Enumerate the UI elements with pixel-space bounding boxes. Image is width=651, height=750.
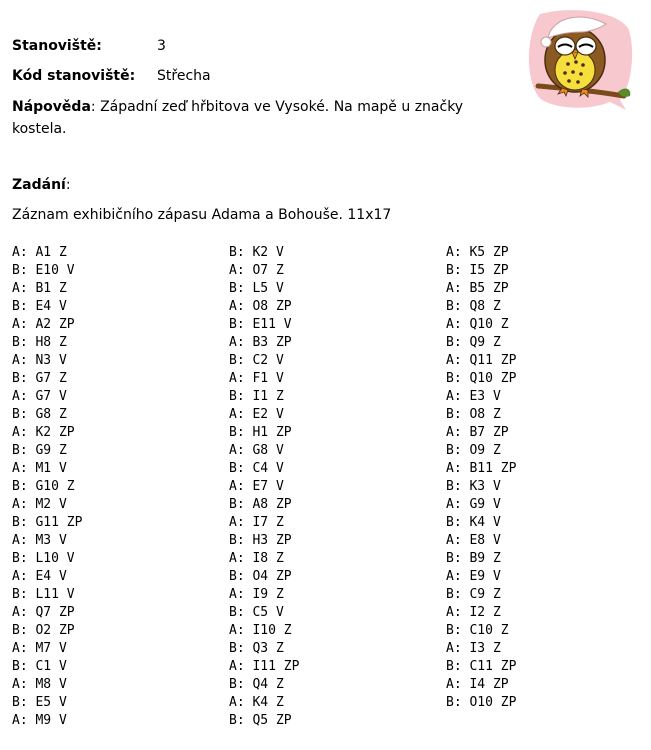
owl-icon bbox=[520, 8, 636, 112]
move-entry: B: L5 V bbox=[229, 281, 284, 296]
move-entry: B: H1 ZP bbox=[229, 425, 292, 440]
move-entry: B: G8 Z bbox=[12, 407, 67, 422]
station-row bbox=[12, 37, 166, 55]
move-entry: A: E4 V bbox=[12, 569, 67, 584]
station-value: 3 bbox=[157, 38, 166, 54]
move-entry: B: K4 V bbox=[446, 515, 501, 530]
move-entry: A: M8 V bbox=[12, 677, 67, 692]
move-entry: A: M1 V bbox=[12, 461, 67, 476]
move-entry: A: O7 Z bbox=[229, 263, 284, 278]
move-entry: B: C9 Z bbox=[446, 587, 501, 602]
move-entry: B: Q9 Z bbox=[446, 335, 501, 350]
move-entry: B: H3 ZP bbox=[229, 533, 292, 548]
move-entry: A: M7 V bbox=[12, 641, 67, 656]
station-code-value: Střecha bbox=[157, 68, 211, 84]
move-entry: A: G9 V bbox=[446, 497, 501, 512]
move-entry: A: B1 Z bbox=[12, 281, 67, 296]
move-entry: A: K5 ZP bbox=[446, 245, 509, 260]
move-entry: A: I7 Z bbox=[229, 515, 284, 530]
move-entry: B: B9 Z bbox=[446, 551, 501, 566]
move-entry: A: B3 ZP bbox=[229, 335, 292, 350]
moves-column-1 bbox=[12, 244, 82, 730]
move-entry: A: I4 ZP bbox=[446, 677, 509, 692]
move-entry: B: C11 ZP bbox=[446, 659, 517, 674]
move-entry: A: I3 Z bbox=[446, 641, 501, 656]
move-entry: A: G7 V bbox=[12, 389, 67, 404]
move-entry: B: E5 V bbox=[12, 695, 67, 710]
move-entry: B: K3 V bbox=[446, 479, 501, 494]
move-entry: A: B7 ZP bbox=[446, 425, 509, 440]
move-entry: A: Q7 ZP bbox=[12, 605, 75, 620]
move-entry: B: E10 V bbox=[12, 263, 75, 278]
move-entry: B: E4 V bbox=[12, 299, 67, 314]
move-entry: B: G11 ZP bbox=[12, 515, 83, 530]
move-entry: A: I11 ZP bbox=[229, 659, 300, 674]
move-entry: B: C2 V bbox=[229, 353, 284, 368]
move-entry: B: C4 V bbox=[229, 461, 284, 476]
move-entry: A: O8 ZP bbox=[229, 299, 292, 314]
move-entry: A: K2 ZP bbox=[12, 425, 75, 440]
move-entry: B: Q5 ZP bbox=[229, 713, 292, 728]
move-entry: A: E8 V bbox=[446, 533, 501, 548]
move-entry: B: E11 V bbox=[229, 317, 292, 332]
move-entry: A: I10 Z bbox=[229, 623, 292, 638]
move-entry: B: Q3 Z bbox=[229, 641, 284, 656]
move-entry: B: A8 ZP bbox=[229, 497, 292, 512]
move-entry: B: L11 V bbox=[12, 587, 75, 602]
move-entry: A: I8 Z bbox=[229, 551, 284, 566]
move-entry: A: M3 V bbox=[12, 533, 67, 548]
hint-label: Nápověda bbox=[12, 99, 91, 115]
move-entry: A: Q11 ZP bbox=[446, 353, 517, 368]
move-entry: B: Q4 Z bbox=[229, 677, 284, 692]
move-entry: B: H8 Z bbox=[12, 335, 67, 350]
move-entry: B: O2 ZP bbox=[12, 623, 75, 638]
moves-column-3 bbox=[446, 244, 516, 712]
move-entry: A: E9 V bbox=[446, 569, 501, 584]
move-entry: A: G8 V bbox=[229, 443, 284, 458]
task-label: Zadání bbox=[12, 177, 66, 193]
move-entry: B: Q8 Z bbox=[446, 299, 501, 314]
move-entry: B: C1 V bbox=[12, 659, 67, 674]
move-entry: B: O4 ZP bbox=[229, 569, 292, 584]
move-entry: B: O9 Z bbox=[446, 443, 501, 458]
move-entry: A: A1 Z bbox=[12, 245, 67, 260]
move-entry: B: L10 V bbox=[12, 551, 75, 566]
move-entry: A: B11 ZP bbox=[446, 461, 517, 476]
move-entry: B: G7 Z bbox=[12, 371, 67, 386]
move-entry: A: A2 ZP bbox=[12, 317, 75, 332]
move-entry: A: E3 V bbox=[446, 389, 501, 404]
move-entry: A: I9 Z bbox=[229, 587, 284, 602]
moves-column-2 bbox=[229, 244, 299, 730]
hint-paragraph: Nápověda: Západní zeď hřbitova ve Vysoké. Na mapě u značky kostela. bbox=[12, 96, 492, 140]
move-entry: B: O10 ZP bbox=[446, 695, 517, 710]
move-entry: A: E2 V bbox=[229, 407, 284, 422]
move-entry: B: C10 Z bbox=[446, 623, 509, 638]
owl-cap-pompom bbox=[541, 37, 551, 47]
station-code-label: Kód stanoviště: bbox=[12, 68, 136, 84]
move-entry: B: K2 V bbox=[229, 245, 284, 260]
station-code-row bbox=[12, 67, 211, 85]
move-entry: A: M2 V bbox=[12, 497, 67, 512]
move-entry: B: G9 Z bbox=[12, 443, 67, 458]
move-entry: A: N3 V bbox=[12, 353, 67, 368]
move-entry: B: I5 ZP bbox=[446, 263, 509, 278]
move-entry: B: I1 Z bbox=[229, 389, 284, 404]
station-label: Stanoviště: bbox=[12, 38, 102, 54]
move-entry: A: I2 Z bbox=[446, 605, 501, 620]
move-entry: B: G10 Z bbox=[12, 479, 75, 494]
move-entry: A: B5 ZP bbox=[446, 281, 509, 296]
move-entry: A: E7 V bbox=[229, 479, 284, 494]
move-entry: B: Q10 ZP bbox=[446, 371, 517, 386]
move-entry: A: Q10 Z bbox=[446, 317, 509, 332]
move-entry: A: M9 V bbox=[12, 713, 67, 728]
move-entry: A: F1 V bbox=[229, 371, 284, 386]
move-entry: B: O8 Z bbox=[446, 407, 501, 422]
task-description: Záznam exhibičního zápasu Adama a Bohouše. 11x17 bbox=[12, 207, 392, 223]
task-heading: Zadání: bbox=[12, 177, 71, 193]
move-entry: B: C5 V bbox=[229, 605, 284, 620]
hint-text: Západní zeď hřbitova ve Vysoké. Na mapě u značky kostela. bbox=[12, 99, 464, 137]
move-entry: A: K4 Z bbox=[229, 695, 284, 710]
